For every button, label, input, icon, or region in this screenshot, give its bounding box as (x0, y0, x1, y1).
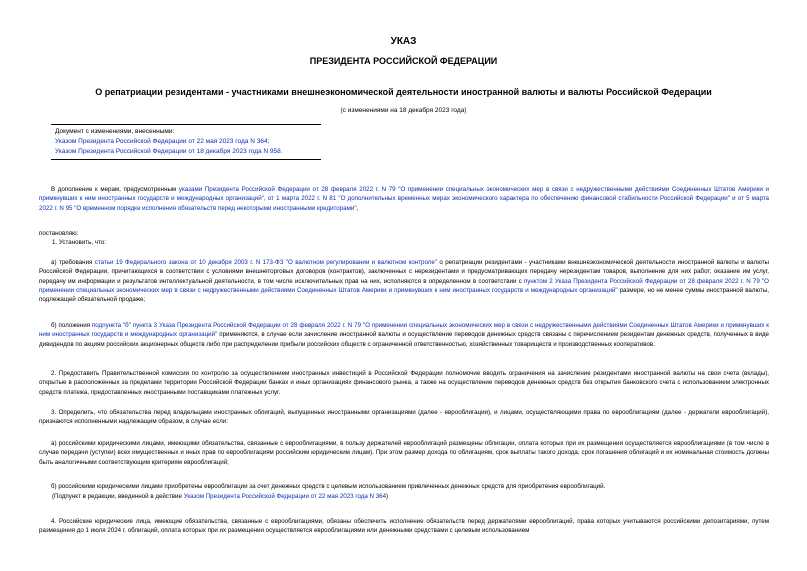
clause-3a: а) российскими юридическими лицами, имеющими обязательства, связанные с еврооблигациями, в пользу держателей еврооблигаций размещены облигации, оплата которых при их размещении осуществляется еврооблигациями (в том числе в случае передачи (уступки) всех имущественных и иных прав по еврооблигациям российским юридическим лицам). При этом размер дохода по облигациям, срок выплаты такого дохода, срок погашения облигаций и их номинальная стоимость должны быть аналогичными соответствующим критериям еврооблигаций; (39, 440, 769, 466)
document-title: О репатриации резидентами - участниками внешнеэкономической деятельности иностранной валюты и валюты Российской Федерации (95, 87, 712, 97)
edit-note-text-end: ) (386, 493, 389, 500)
decree-79-p3b-link[interactable]: подпункта "б" пункта 3 Указа Президента Российской Федерации от 28 февраля 2022 г. N 79 "О применении специальных экономических мер в связи с недружественными действиями Соединенных Штатов Америки и примкнувших к ним иностранных государств и международных организаций" (39, 322, 769, 339)
edition-note: (с изменениями на 18 декабря 2023 года) (340, 107, 467, 114)
changes-link-364[interactable]: Указом Президента Российской Федерации от 22 мая 2023 года N 364; (55, 138, 270, 145)
clause-3b: б) российскими юридическими лицами приобретены еврооблигации за счет денежных средств с целевым использованием привлеченных денежных средств для приобретения еврооблигаций. (51, 483, 606, 490)
clause-1b-text: применяются, в случае если зачисление иностранной валюты и осуществление переводов денежных средств связаны с перечислением резидентам денежных средств, полученных в виде дивидендов по акциям российских акционерных обществ либо при распределении прибыли российских обществ с ограниченной ответственностью, хозяйственных товариществ и производственных кооперативов. (39, 331, 769, 348)
clause-1a-text-end: размере, но не менее суммы иностранной валюты, подлежащей обязательной продаже; (39, 286, 769, 304)
preamble-text: В дополнение к мерам, предусмотренным (51, 186, 179, 193)
law-173-fz-link[interactable]: статьи 19 Федерального закона от 10 декабря 2003 г. N 173-ФЗ "О валютном регулировании и валютном контроле" (94, 259, 438, 266)
clause-1a (39, 258, 769, 304)
clause-4: 4. Российские юридические лица, имеющие обязательства, связанные с еврооблигациями, обязаны обеспечить исполнение обязательств перед держателями еврооблигаций, права которых учитываются российскими депозитариями, путем размещения до 1 июля 2024 г. облигаций, оплата которых при их размещении осуществляется еврооблигациями или денежными средствами с целевым использованием (39, 518, 769, 535)
decree-title: УКАЗ (390, 36, 417, 47)
edit-note-link-364[interactable]: Указом Президента Российской Федерации от 22 мая 2023 года N 364 (183, 493, 387, 500)
clause-1b-text-start: б) положения (51, 322, 92, 329)
clause-1a-text-start: а) требования (51, 259, 95, 266)
clause-3b-edit-note (52, 492, 388, 501)
preamble-paragraph (39, 185, 769, 213)
clause-3: 3. Определить, что обязательства перед владельцами иностранных облигаций, выпущенных иностранными организациями (далее - еврооблигации), и лицами, осуществляющими права по еврооблигациям (далее - держатели еврооблигаций), признаются исполненными надлежащим образом, в случае если: (39, 409, 769, 426)
changes-top-divider (51, 124, 321, 125)
changes-bottom-divider (51, 159, 321, 160)
changes-link-958[interactable]: Указом Президента Российской Федерации от 18 декабря 2023 года N 958. (55, 148, 283, 155)
clause-1b (39, 321, 769, 349)
clause-2: 2. Предоставить Правительственной комиссии по контролю за осуществлением иностранных инвестиций в Российской Федерации полномочие вводить ограничения на зачисление резидентами иностранной валюты на свои счета (вклады), открытые в расположенных за пределами территории Российской Федерации банках и иных организациях финансового рынка, а также на осуществление переводов денежных средств без открытия банковского счета с использованием электронных средств платежа, предоставленных иностранными поставщиками платежных услуг. (39, 370, 769, 396)
clause-1a-text: о репатриации резидентами - участниками внешнеэкономической деятельности иностранной валюты и валюты Российской Федерации, причитающихся в соответствии с условиями внешнеторговых договоров (контрактов), заключенных с нерезидентами и предусматривающих передачу нерезидентам товаров, выполнение для них работ, оказание им услуг, передачу им информации и результатов интеллектуальной деятельности, в том числе исключительных прав на них, исполняются в определенном в соответствии с (39, 259, 769, 285)
decree-79-p2-link[interactable]: пунктом 2 Указа Президента Российской Федерации от 28 февраля 2022 г. N 79 "О применении специальных экономических мер в связи с недружественными действиями Соединенных Штатов Америки и примкнувших к ним иностранных государств и международных организаций" (39, 277, 769, 294)
clause-1-heading: 1. Установить, что: (52, 239, 106, 246)
changes-block (55, 127, 283, 157)
decree-word: постановляю: (39, 230, 79, 237)
changes-intro: Документ с изменениями, внесенными: (55, 128, 175, 135)
edit-note-text: (Подпункт в редакции, введенной в действие (52, 493, 184, 500)
decree-subtitle: ПРЕЗИДЕНТА РОССИЙСКОЙ ФЕДЕРАЦИИ (309, 56, 498, 66)
preamble-decrees-link[interactable]: указами Президента Российской Федерации от 28 февраля 2022 г. N 79 "О применении специальных экономических мер в связи с недружественными действиями Соединенных Штатов Америки и примкнувших к ним иностранных государств и международных организаций", от 1 марта 2022 г. N 81 "О дополнительных временных мерах экономического характера по обеспечению финансовой стабильности Российской Федерации" и от 5 марта 2022 г. N 95 "О временном порядке исполнения обязательств перед некоторыми иностранными кредиторами" (39, 186, 769, 212)
preamble-text-end: , (356, 204, 359, 212)
